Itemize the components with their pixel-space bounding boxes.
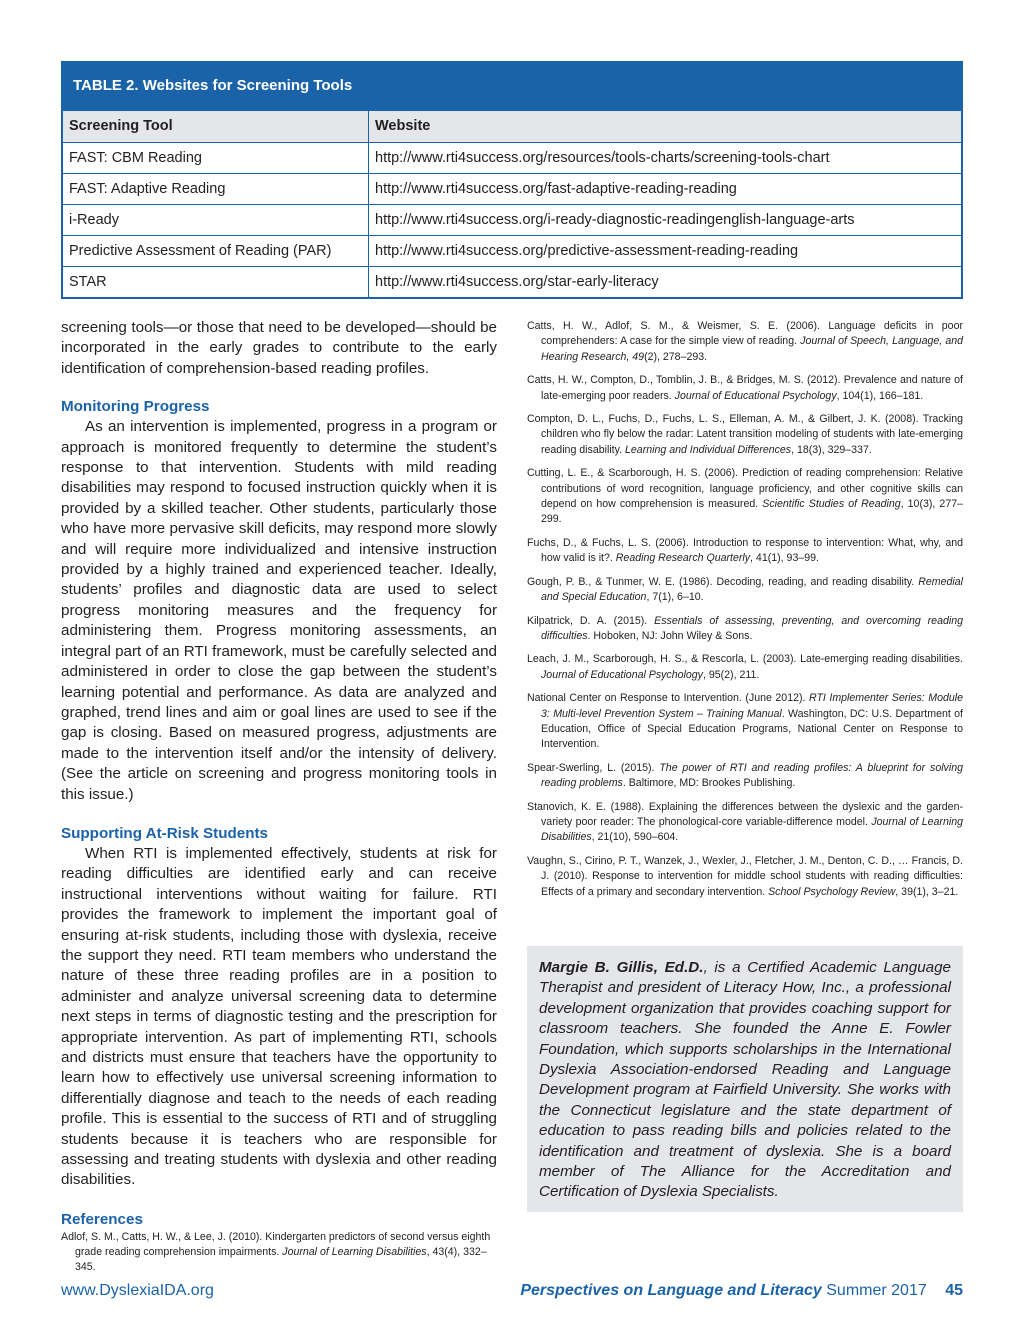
tool-cell: FAST: CBM Reading (63, 143, 369, 173)
website-link[interactable]: http://www.rti4success.org/fast-adaptive-reading-reading (375, 181, 737, 197)
reference-item: Leach, J. M., Scarborough, H. S., & Rescorla, L. (2003). Late-emerging reading disabilities. Journal of Educational Psychology, 95(2), 211. (527, 653, 963, 681)
table-header-row (63, 109, 961, 142)
references-list (527, 319, 963, 908)
reference-item: National Center on Response to Intervention. (June 2012). RTI Implementer Series: Module 3: Multi-level Prevention System – Training Manual. Washington, DC: U.S. Department of Education, Office of Special Education Programs, National Center on Response to Intervention. (527, 692, 964, 751)
issue-label: Summer 2017 (826, 1282, 927, 1299)
reference-item: Compton, D. L., Fuchs, D., Fuchs, L. S., Elleman, A. M., & Gilbert, J. K. (2008). Tracking children who fly below the radar: Latent transition modeling of students with late-emerging reading disability. Learning and Individual Differences, 18(3), 329–337. (527, 413, 963, 456)
table-row (63, 235, 961, 266)
intro-paragraph: screening tools—or those that need to be developed—should be incorporated in the early grades to contribute to the early identification of comprehension-based reading profiles. (61, 319, 497, 377)
supporting-students-paragraph: When RTI is implemented effectively, students at risk for reading difficulties are identified early and can receive instructional interventions without waiting for failure. RTI provides the framework to implement the important goal of ensuring at-risk students, including those with dyslexia, receive the support they need. RTI team members who understand the nature of these three reading profiles are in a position to administer and analyze universal screening data to determine next steps in terms of diagnostic testing and the prescription for appropriate intervention. As part of implementing RTI, schools and districts must ensure that teachers have the opportunity to learn how to effectively use universal screening information to differentially diagnose and teach to the needs of each reading profile. This is essential to the success of RTI and of struggling students because it is teachers who are responsible for assessing and treating students with dyslexia and other reading disabilities. (61, 844, 497, 1189)
table-row (63, 204, 961, 235)
table-title: TABLE 2. Websites for Screening Tools (63, 63, 961, 109)
column-header-tool: Screening Tool (63, 111, 369, 142)
website-link[interactable]: http://www.rti4success.org/resources/tools-charts/screening-tools-chart (375, 150, 830, 166)
website-link[interactable]: http://www.rti4success.org/star-early-literacy (375, 274, 659, 290)
table-row (63, 142, 961, 173)
reference-item: Kilpatrick, D. A. (2015). Essentials of assessing, preventing, and overcoming reading difficulties. Hoboken, NJ: John Wiley & Sons. (527, 614, 963, 642)
reference-item: Adlof, S. M., Catts, H. W., & Lee, J. (2010). Kindergarten predictors of second versus eighth grade reading comprehension impairments. Journal of Learning Disabilities, 43(4), 332–345. (61, 1230, 491, 1273)
table-row (63, 266, 961, 297)
monitoring-progress-heading: Monitoring Progress (61, 398, 210, 416)
author-bio: Margie B. Gillis, Ed.D., is a Certified Academic Language Therapist and president of Literacy How, Inc., a professional development organization that provides coaching support for classroom teachers. She founded the Anne E. Fowler Foundation, which supports scholarships in the International Dyslexia Association-endorsed Reading and Language Development program at Fairfield University. She works with the Connecticut legislature and the state department of education to pass reading bills and policies related to the identification and treatment of dyslexia. She is a board member of The Alliance for the Accreditation and Certification of Dyslexia Specialists. (539, 959, 951, 1201)
website-footer-link[interactable]: www.DyslexiaIDA.org (61, 1282, 214, 1299)
table-row (63, 173, 961, 204)
author-name: Margie B. Gillis, Ed.D. (539, 959, 704, 976)
reference-item: Fuchs, D., & Fuchs, L. S. (2006). Introduction to response to intervention: What, why, and how valid is it?. Reading Research Quarterly, 41(1), 93–99. (527, 536, 963, 565)
reference-item: Vaughn, S., Cirino, P. T., Wanzek, J., Wexler, J., Fletcher, J. M., Denton, C. D., … Francis, D. J. (2010). Response to intervention for middle school students with reading difficulties: Effects of a primary and secondary intervention. School Psychology Review, 39(1), 3–21. (527, 854, 963, 898)
tool-cell: i-Ready (63, 205, 369, 235)
website-link[interactable]: http://www.rti4success.org/predictive-assessment-reading-reading (375, 243, 799, 259)
reference-item: Catts, H. W., Adlof, S. M., & Weismer, S. E. (2006). Language deficits in poor comprehenders: A case for the simple view of reading. Journal of Speech, Language, and Hearing Research, 49(2), 278–293. (527, 320, 964, 363)
author-bio-box (527, 946, 963, 1212)
screening-tools-table (61, 61, 963, 299)
reference-item: Spear-Swerling, L. (2015). The power of RTI and reading profiles: A blueprint for solving reading problems. Baltimore, MD: Brookes Publishing. (527, 761, 963, 790)
reference-item: Stanovich, K. E. (1988). Explaining the differences between the dyslexic and the garden-variety poor reader: The phonological-core variable-difference model. Journal of Learning Disabilities, 21(10), 590–604. (527, 800, 963, 844)
journal-title: Perspectives on Language and Literacy (520, 1282, 822, 1299)
references-heading: References (61, 1210, 143, 1228)
tool-cell: FAST: Adaptive Reading (63, 174, 369, 204)
journal-info (520, 1282, 963, 1300)
supporting-students-heading: Supporting At-Risk Students (61, 824, 268, 842)
left-column (61, 318, 497, 1275)
page-footer (61, 1282, 963, 1304)
reference-item: Cutting, L. E., & Scarborough, H. S. (2006). Prediction of reading comprehension: Relative contributions of word recognition, language proficiency, and other cognitive skills can depend on how comprehension is measured. Scientific Studies of Reading, 10(3), 277–299. (527, 467, 964, 526)
reference-item: Catts, H. W., Compton, D., Tomblin, J. B., & Bridges, M. S. (2012). Prevalence and nature of late-emerging poor readers. Journal of Educational Psychology, 104(1), 166–181. (527, 374, 963, 402)
column-header-website: Website (375, 118, 431, 134)
monitoring-progress-paragraph: As an intervention is implemented, progress in a program or approach is monitored frequently to determine the student’s response to that intervention. Students with mild reading disabilities may respond to focused instruction quickly when it is provided by a skilled teacher. Other students, particularly those who have more pervasive skill deficits, may respond more slowly and will require more individualized and intensive instruction provided by a highly trained and experienced teacher. Ideally, students’ profiles and diagnostic data are used to select progress monitoring measures and the frequency for administering them. Progress monitoring assessments, an integral part of an RTI framework, must be carefully selected and administered in order to close the gap between the student’s learning potential and performance. As data are analyzed and graphed, trend lines and aim or goal lines are used to see if the gap is closing. Based on measured progress, adjustments are made to the intervention itself and/or the intensity of delivery. (See the article on screening and progress monitoring tools in this issue.) (61, 418, 497, 803)
tool-cell: STAR (63, 267, 369, 297)
tool-cell: Predictive Assessment of Reading (PAR) (63, 236, 369, 266)
reference-item: Gough, P. B., & Tunmer, W. E. (1986). Decoding, reading, and reading disability. Remedial and Special Education, 7(1), 6–10. (527, 575, 963, 604)
website-link[interactable]: http://www.rti4success.org/i-ready-diagnostic-readingenglish-language-arts (375, 212, 855, 228)
page-number: 45 (945, 1282, 963, 1299)
